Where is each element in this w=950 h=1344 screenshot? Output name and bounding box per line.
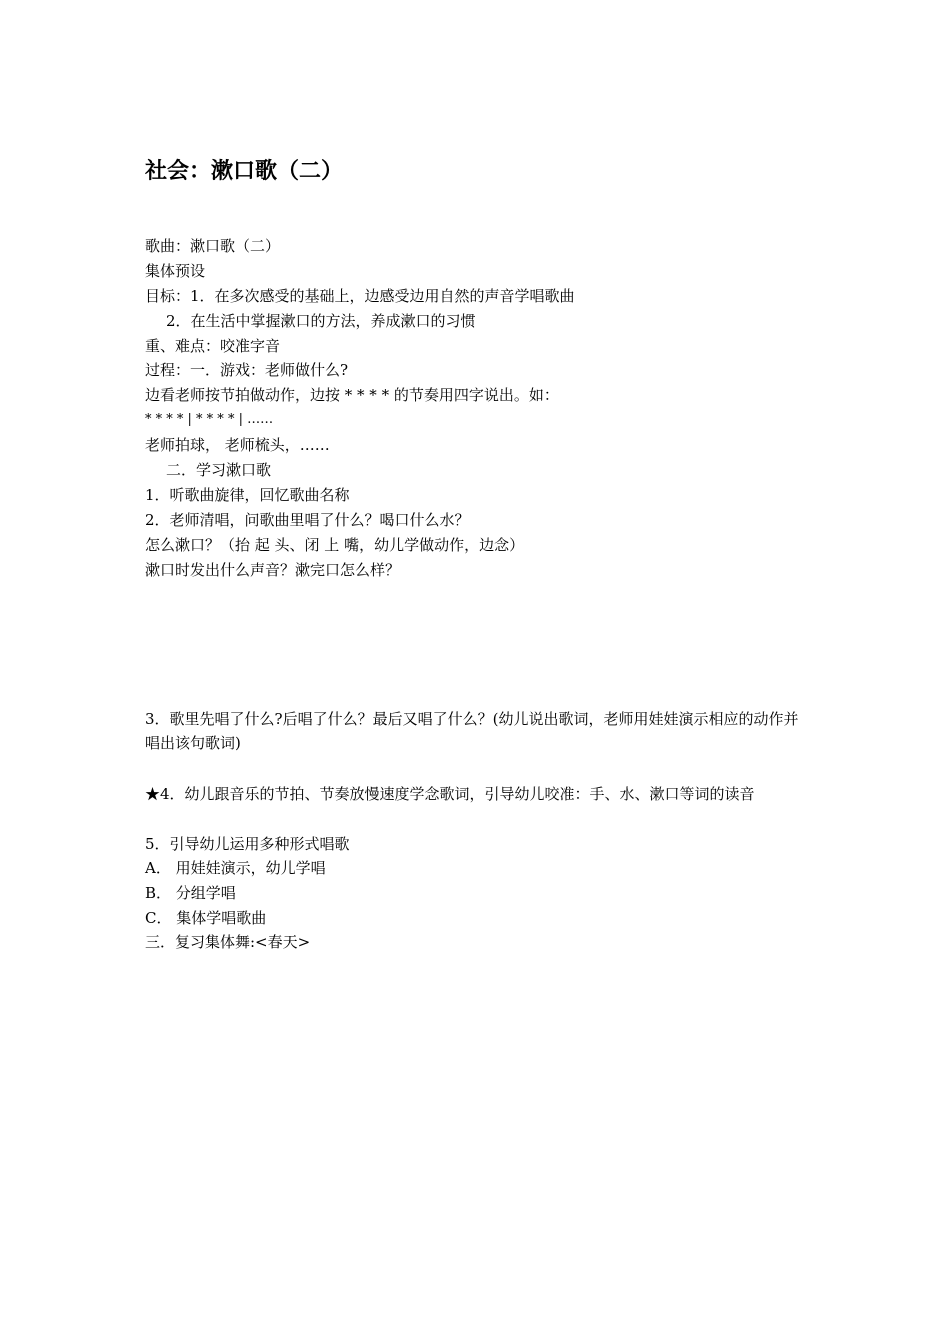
text-line-song: 歌曲：漱口歌（二） [145,237,281,255]
text-line-step-1: 1．听歌曲旋律，回忆歌曲名称 [145,486,350,504]
document-title: 社会：漱口歌（二） [145,158,344,184]
text-line-process-2: 二．学习漱口歌 [166,461,272,479]
text-line-option-a: A． 用娃娃演示，幼儿学唱 [145,859,326,877]
text-line-option-b: B． 分组学唱 [145,884,236,902]
text-line-step-4: ★4．幼儿跟音乐的节拍、节奏放慢速度学念歌词，引导幼儿咬准：手、水、漱口等词的读音 [145,785,755,803]
text-line-process-3: 三．复习集体舞:<春天> [145,933,311,951]
text-line-rhythm-instruction: 边看老师按节拍做动作，边按 * * * * 的节奏用四字说出。如： [145,386,559,404]
text-line-goal-2: 2．在生活中掌握漱口的方法，养成漱口的习惯 [166,312,476,330]
text-line-option-c: C． 集体学唱歌曲 [145,909,267,927]
text-line-rinse-sound: 漱口时发出什么声音？漱完口怎么样？ [145,561,401,579]
text-line-rhythm-pattern: * * * * | * * * * | …… [145,412,274,427]
text-line-process-1: 过程：一．游戏：老师做什么? [145,361,349,379]
text-line-preset: 集体预设 [145,262,206,280]
text-line-step-3: 3．歌里先唱了什么?后唱了什么？最后又唱了什么？(幼儿说出歌词，老师用娃娃演示相应的动作并唱出该句歌词) [145,710,799,752]
text-line-how-to-rinse: 怎么漱口？（抬 起 头、闭 上 嘴，幼儿学做动作，边念） [145,536,525,554]
text-line-step-5: 5．引导幼儿运用多种形式唱歌 [145,835,350,853]
text-line-rhythm-example: 老师拍球， 老师梳头，…… [145,436,330,454]
text-line-goal-1: 目标：1．在多次感受的基础上，边感受边用自然的声音学唱歌曲 [145,287,575,305]
text-line-key-points: 重、难点：咬准字音 [145,337,281,355]
text-line-step-2: 2．老师清唱，问歌曲里唱了什么？喝口什么水？ [145,511,470,529]
